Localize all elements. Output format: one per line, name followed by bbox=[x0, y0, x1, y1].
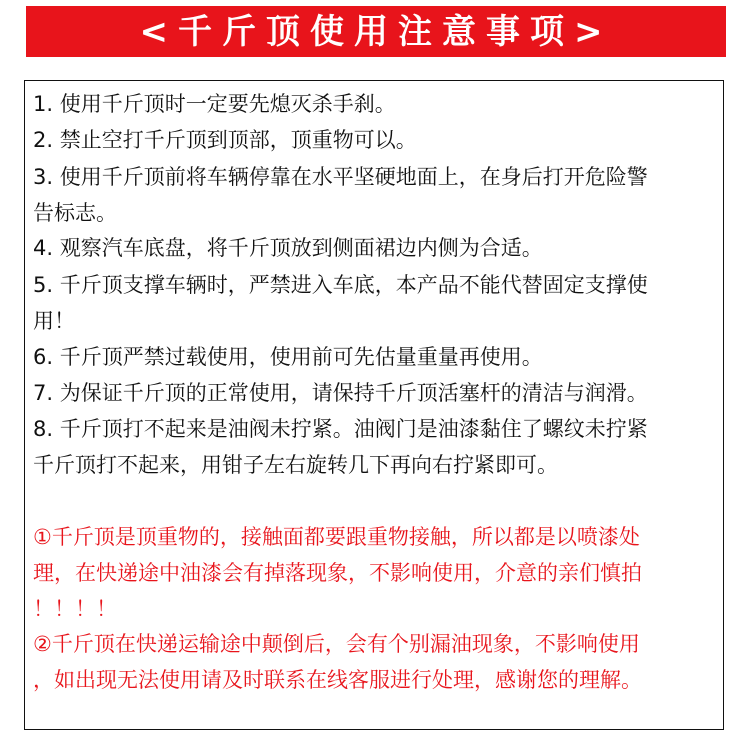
instruction-5-line-2: 用！ bbox=[33, 309, 75, 333]
instruction-8-line-1: 8. 千斤顶打不起来是油阀未拧紧。油阀门是油漆黏住了螺纹未拧紧 bbox=[33, 417, 648, 441]
title-banner bbox=[26, 6, 726, 57]
instruction-1-line-1: 1. 使用千斤顶时一定要先熄灭杀手刹。 bbox=[33, 92, 396, 116]
warning-2-line-2: ，如出现无法使用请及时联系在线客服进行处理，感谢您的理解。 bbox=[33, 668, 642, 692]
instruction-4-line-1: 4. 观察汽车底盘，将千斤顶放到侧面裙边内侧为合适。 bbox=[33, 236, 543, 260]
instruction-3-line-1: 3. 使用千斤顶前将车辆停靠在水平坚硬地面上，在身后打开危险警 bbox=[33, 165, 648, 189]
notice-box bbox=[24, 80, 724, 730]
warning-2-line-1: ②千斤顶在快递运输途中颠倒后，会有个别漏油现象，不影响使用 bbox=[33, 632, 640, 656]
warning-1-line-1: ①千斤顶是顶重物的，接触面都要跟重物接触，所以都是以喷漆处 bbox=[33, 525, 640, 549]
instruction-7-line-1: 7. 为保证千斤顶的正常使用，请保持千斤顶活塞杆的清洁与润滑。 bbox=[33, 381, 648, 405]
instruction-6-line-1: 6. 千斤顶严禁过载使用，使用前可先估量重量再使用。 bbox=[33, 345, 543, 369]
warning-1-line-3: ！！！！ bbox=[33, 597, 117, 621]
page-title: <千斤顶使用注意事项> bbox=[139, 11, 613, 52]
warning-1-line-2: 理，在快递途中油漆会有掉落现象，不影响使用，介意的亲们慎拍 bbox=[33, 561, 642, 585]
instruction-2-line-1: 2. 禁止空打千斤顶到顶部，顶重物可以。 bbox=[33, 128, 417, 152]
instruction-8-line-2: 千斤顶打不起来，用钳子左右旋转几下再向右拧紧即可。 bbox=[33, 453, 558, 477]
instruction-5-line-1: 5. 千斤顶支撑车辆时，严禁进入车底，本产品不能代替固定支撑使 bbox=[33, 273, 648, 297]
instruction-3-line-2: 告标志。 bbox=[33, 201, 117, 225]
